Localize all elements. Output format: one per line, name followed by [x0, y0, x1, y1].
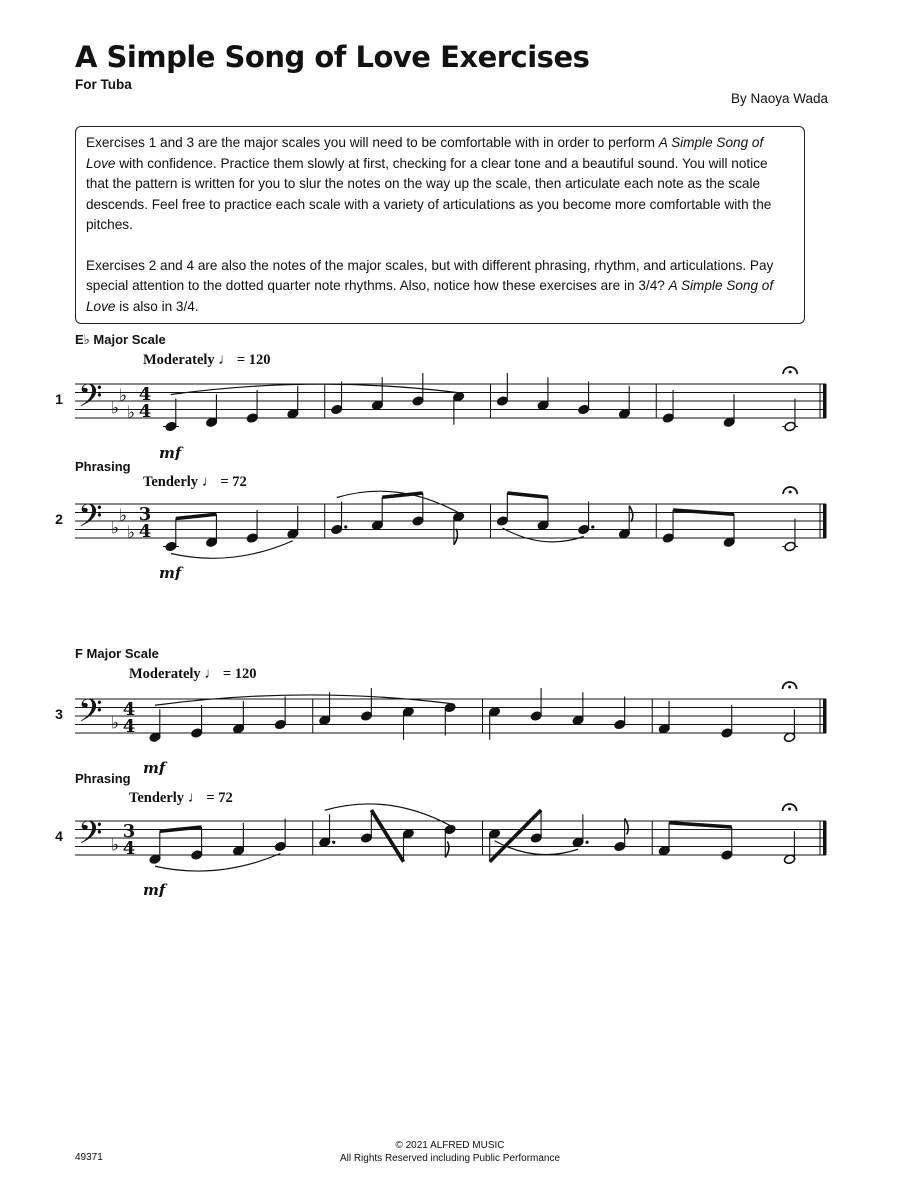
fermata-dot [789, 371, 792, 374]
augmentation-dot [332, 841, 335, 844]
music-staff-exercise-1 [0, 360, 900, 460]
bass-clef-icon: 𝄢 [78, 377, 103, 422]
slur [155, 854, 280, 872]
key-signature-flat-icon: ♭ [111, 398, 120, 419]
instructions-paragraph-1: Exercises 1 and 3 are the major scales you will need to be comfortable with in order to perform A Simple Song of Love with confidence. Practice them slowly at first, checking for a clear tone and a beautiful sound. You will notice that the pattern is written for you to slur the notes on the way up the scale, then articulate each note as the scale descends. Feel free to practice each scale with a variety of articulations as you become more comfortable with the pitches. [86, 135, 772, 232]
eighth-beam [160, 827, 202, 831]
instructions-paragraph-2: Exercises 2 and 4 are also the notes of the major scales, but with different phrasing, rhythm, and articulations. Pay special attention to the dotted quarter note rhythms. Also, notice how these exercises are in 3/4? A Simple Song of Love is also in 3/4. [86, 257, 774, 314]
music-staff-exercise-2 [0, 480, 900, 580]
time-signature-top: 3 [138, 504, 152, 525]
time-signature-bottom: 4 [122, 716, 136, 737]
exercise-number: 2 [55, 511, 63, 527]
eighth-beam [382, 493, 423, 497]
exercise-number: 4 [55, 828, 63, 844]
time-signature-top: 4 [138, 384, 152, 405]
eighth-beam [371, 810, 403, 862]
dynamic-marking: mf [159, 444, 182, 460]
slur [171, 541, 293, 559]
key-signature-flat-icon: ♭ [111, 835, 120, 856]
fermata-dot [788, 686, 791, 689]
section-label-phrasing: Phrasing [75, 771, 131, 786]
dynamic-marking: mf [159, 564, 182, 580]
fermata-dot [789, 491, 792, 494]
key-signature-flat-icon: ♭ [119, 505, 128, 526]
dynamic-marking: mf [143, 759, 166, 775]
music-staff-exercise-3 [0, 675, 900, 775]
time-signature-bottom: 4 [122, 838, 136, 859]
exercise-number: 3 [55, 706, 63, 722]
section-label-eflat-scale: E♭ Major Scale [75, 332, 166, 347]
bass-clef-icon: 𝄢 [78, 814, 103, 859]
exercise-number: 1 [55, 391, 63, 407]
final-barline-thick [823, 504, 827, 538]
key-signature-flat-icon: ♭ [119, 385, 128, 406]
tempo-marking: Tenderly ♩ = 72 [129, 790, 233, 806]
slur [155, 695, 450, 705]
time-signature-top: 4 [122, 699, 136, 720]
instructions-box [75, 126, 805, 324]
key-signature-flat-icon: ♭ [127, 522, 136, 543]
music-staff-exercise-4 [0, 797, 900, 897]
page-title: A Simple Song of Love Exercises [75, 40, 590, 74]
slur [325, 804, 450, 826]
section-label-phrasing: Phrasing [75, 459, 131, 474]
tempo-marking: Moderately ♩ = 120 [129, 666, 257, 682]
eighth-beam [507, 493, 548, 497]
instrument-subtitle: For Tuba [75, 77, 132, 92]
augmentation-dot [344, 525, 347, 528]
bass-clef-icon: 𝄢 [78, 692, 103, 737]
time-signature-bottom: 4 [138, 521, 152, 542]
final-barline-thick [823, 821, 827, 855]
copyright-notice: © 2021 ALFRED MUSIC All Rights Reserved including Public Performance [339, 1140, 561, 1164]
eighth-beam [669, 823, 732, 827]
final-barline-thick [823, 699, 827, 733]
eighth-beam [176, 514, 217, 518]
catalog-number: 49371 [75, 1152, 103, 1163]
eighth-beam [673, 510, 734, 514]
key-signature-flat-icon: ♭ [111, 713, 120, 734]
dynamic-marking: mf [143, 881, 166, 897]
key-signature-flat-icon: ♭ [127, 402, 136, 423]
key-signature-flat-icon: ♭ [111, 518, 120, 539]
augmentation-dot [591, 525, 594, 528]
bass-clef-icon: 𝄢 [78, 497, 103, 542]
final-barline-thick [823, 384, 827, 418]
time-signature-top: 3 [122, 821, 136, 842]
slur [503, 528, 584, 542]
composer-credit: By Naoya Wada [730, 91, 828, 106]
augmentation-dot [585, 841, 588, 844]
tempo-marking: Tenderly ♩ = 72 [143, 474, 247, 490]
time-signature-bottom: 4 [138, 401, 152, 422]
fermata-dot [788, 808, 791, 811]
section-label-f-scale: F Major Scale [75, 646, 159, 661]
tempo-marking: Moderately ♩ = 120 [143, 352, 271, 368]
